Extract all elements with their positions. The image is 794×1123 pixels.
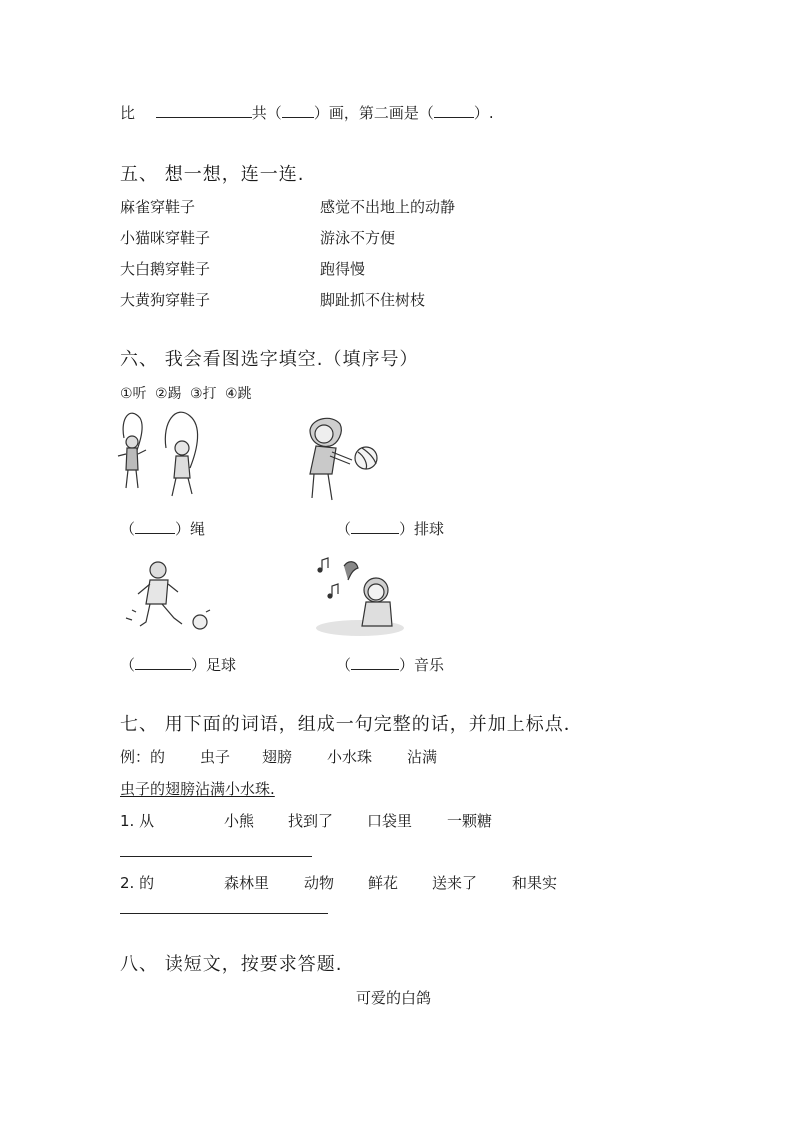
q7-item-1-word: 找到了 [288, 812, 334, 830]
paren-close: ） [175, 520, 191, 538]
q6-item-label: 排球 [414, 520, 445, 538]
q6-item-3 [120, 654, 236, 675]
q7-answer-line-2[interactable] [120, 913, 328, 914]
q5-left-item[interactable]: 小猫咪穿鞋子 [120, 229, 211, 247]
q6-title: 六、 我会看图选字填空.（填序号） [120, 349, 419, 370]
q5-left-item[interactable]: 麻雀穿鞋子 [120, 198, 196, 216]
q7-item-1-word: 口袋里 [367, 812, 413, 830]
q5-left-item[interactable]: 大白鹅穿鞋子 [120, 260, 211, 278]
q6-item-label: 绳 [190, 520, 206, 538]
q8-title: 八、 读短文，按要求答题. [120, 954, 343, 975]
q7-example-answer: 虫子的翅膀沾满小水珠. [120, 780, 275, 798]
q7-item-2-word: 森林里 [224, 874, 270, 892]
q6-options: ①听 ②踢 ③打 ④跳 [120, 386, 252, 402]
q6-item-4 [336, 654, 444, 675]
paren-open: （ [120, 520, 136, 538]
q5-right-item[interactable]: 脚趾抓不住树枝 [320, 291, 426, 309]
q7-answer-line-1[interactable] [120, 856, 312, 857]
q5-title: 五、 想一想，连一连. [120, 164, 305, 185]
q6-blank-3[interactable] [135, 655, 191, 670]
q7-example-label: 例：的 [120, 748, 166, 766]
jump-rope-illustration [118, 408, 218, 504]
paren-close: ） [399, 656, 415, 674]
q7-item-2-word: 送来了 [432, 874, 478, 892]
q7-item-2-word: 和果实 [512, 874, 558, 892]
q4-count-text: 共（ [251, 104, 282, 122]
q7-item-1-word: 小熊 [224, 812, 255, 830]
paren-close: ） [191, 656, 207, 674]
q4-end-text: ）. [473, 104, 494, 122]
q5-right-item[interactable]: 游泳不方便 [320, 229, 396, 247]
music-illustration [314, 556, 406, 638]
q7-item-2-word: 动物 [304, 874, 335, 892]
q7-title: 七、 用下面的词语，组成一句完整的话，并加上标点． [120, 714, 583, 735]
q4-tail-line [120, 102, 494, 123]
q7-item-2-word: 鲜花 [368, 874, 399, 892]
q6-blank-4[interactable] [351, 655, 399, 670]
volleyball-illustration [302, 416, 388, 508]
q6-item-2 [336, 518, 444, 539]
football-illustration [126, 560, 218, 636]
q7-item-1-num: 1. 从 [120, 812, 155, 830]
q4-blank-count[interactable] [282, 103, 314, 118]
q7-example-word: 虫子 [200, 748, 231, 766]
q4-blank-stroke[interactable] [434, 103, 474, 118]
paren-open: （ [336, 656, 352, 674]
paren-open: （ [336, 520, 352, 538]
q6-item-label: 音乐 [414, 656, 445, 674]
q4-second-stroke-text: ）画，第二画是（ [313, 104, 434, 122]
q7-example-word: 沾满 [407, 748, 438, 766]
q7-example-word: 翅膀 [262, 748, 293, 766]
q5-right-item[interactable]: 跑得慢 [320, 260, 366, 278]
q7-example-word: 小水珠 [327, 748, 373, 766]
q6-item-1 [120, 518, 205, 539]
q5-left-item[interactable]: 大黄狗穿鞋子 [120, 291, 211, 309]
q4-blank-char[interactable] [156, 103, 252, 118]
q6-blank-1[interactable] [135, 519, 175, 534]
q7-item-1-word: 一颗糖 [447, 812, 493, 830]
q6-blank-2[interactable] [351, 519, 399, 534]
q8-passage-title: 可爱的白鸽 [356, 989, 432, 1007]
q4-lead-char: 比 [120, 104, 136, 122]
paren-open: （ [120, 656, 136, 674]
q7-item-2-num: 2. 的 [120, 874, 155, 892]
q6-item-label: 足球 [206, 656, 237, 674]
q5-right-item[interactable]: 感觉不出地上的动静 [320, 198, 456, 216]
paren-close: ） [399, 520, 415, 538]
